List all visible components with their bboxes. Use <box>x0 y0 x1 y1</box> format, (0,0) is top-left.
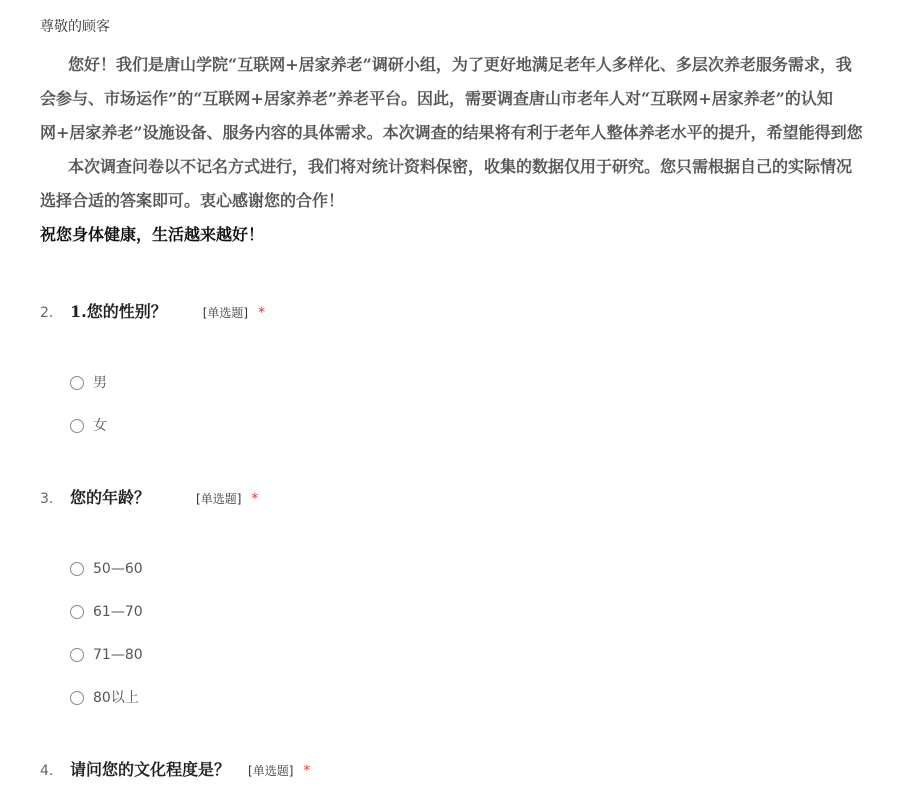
question-number: 4. <box>40 763 54 779</box>
question-title: 1.您的性别？ <box>70 302 167 321</box>
intro-line: 您好！我们是唐山学院“互联网+居家养老”调研小组，为了更好地满足老年人多样化、多层次养老服务需求，我 <box>68 55 852 74</box>
intro-line: 选择合适的答案即可。衷心感谢您的合作！ <box>40 191 345 210</box>
question-header <box>40 758 900 782</box>
question-number: 2. <box>40 305 54 321</box>
radio-button[interactable] <box>70 691 84 705</box>
question-header <box>40 486 900 510</box>
radio-button[interactable] <box>70 648 84 662</box>
required-mark: * <box>258 305 266 321</box>
option-label[interactable]: 80以上 <box>93 690 139 706</box>
option-label[interactable]: 50—60 <box>93 561 143 577</box>
greeting: 尊敬的顾客 <box>40 19 110 35</box>
option-list <box>70 560 470 732</box>
question-header <box>40 300 900 324</box>
intro-line: 本次调查问卷以不记名方式进行，我们将对统计资料保密，收集的数据仅用于研究。您只需根据自己的实际情况 <box>68 157 853 176</box>
question-type-label: [单选题] <box>202 306 249 320</box>
option-label[interactable]: 男 <box>93 375 107 391</box>
intro-line: 会参与、市场运作”的“互联网+居家养老”养老平台。因此，需要调查唐山市老年人对“互联网+居家养老”的认知 <box>40 89 833 108</box>
option-male[interactable] <box>70 374 470 417</box>
question-number: 3. <box>40 491 54 507</box>
option-age-50-60[interactable] <box>70 560 470 603</box>
question-education <box>40 758 900 782</box>
question-title: 您的年龄？ <box>70 488 151 507</box>
option-age-71-80[interactable] <box>70 646 470 689</box>
radio-button[interactable] <box>70 419 84 433</box>
blessing-text: 祝您身体健康，生活越来越好！ <box>40 225 265 244</box>
question-age <box>40 486 900 706</box>
radio-button[interactable] <box>70 562 84 576</box>
required-mark: * <box>303 763 311 779</box>
question-gender <box>40 300 900 434</box>
intro-line: 网+居家养老”设施设备、服务内容的具体需求。本次调查的结果将有利于老年人整体养老水平的提升，希望能得到您 <box>40 123 863 142</box>
option-female[interactable] <box>70 417 470 460</box>
option-label[interactable]: 61—70 <box>93 604 143 620</box>
question-type-label: [单选题] <box>196 492 242 506</box>
survey-intro <box>40 48 900 252</box>
required-mark: * <box>251 491 259 507</box>
option-label[interactable]: 女 <box>93 418 107 434</box>
option-list <box>70 374 470 460</box>
radio-button[interactable] <box>70 376 84 390</box>
option-age-61-70[interactable] <box>70 603 470 646</box>
radio-button[interactable] <box>70 605 84 619</box>
question-title: 请问您的文化程度是？ <box>70 760 231 779</box>
question-type-label: [单选题] <box>248 764 294 778</box>
option-label[interactable]: 71—80 <box>93 647 143 663</box>
option-age-80-plus[interactable] <box>70 689 470 732</box>
